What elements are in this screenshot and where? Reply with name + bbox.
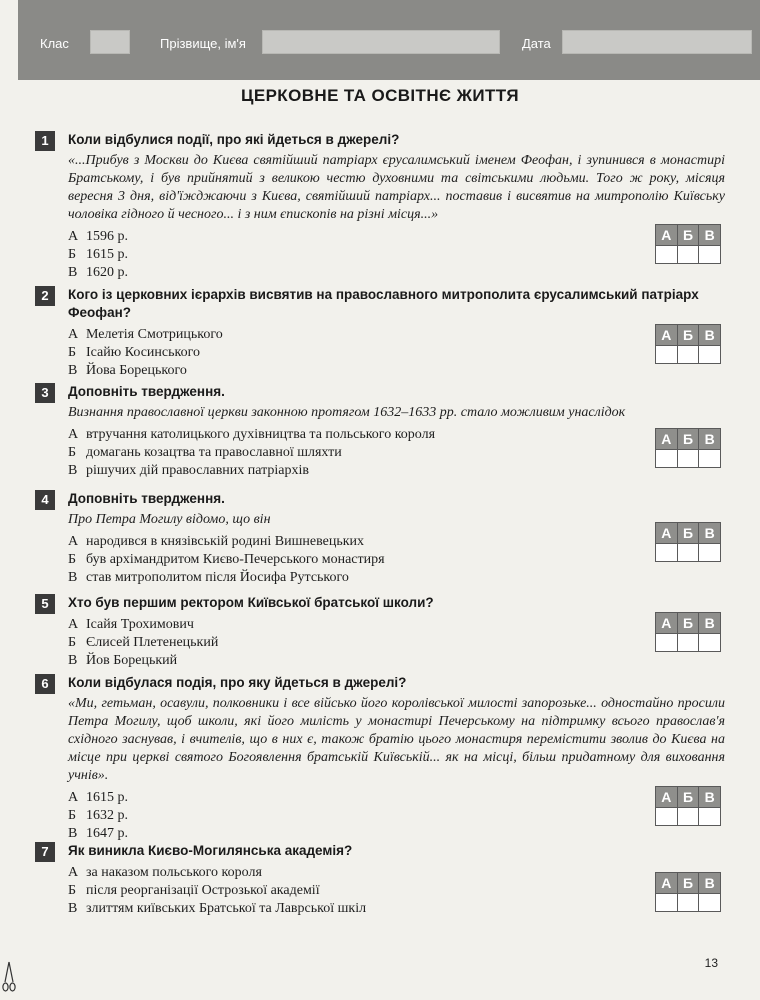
question-number: 4 (35, 490, 55, 510)
answer-box-a[interactable] (656, 634, 678, 651)
option-c: В рішучих дій православних патріархів (68, 463, 310, 478)
class-label: Клас (40, 36, 69, 51)
question-7 (35, 842, 725, 918)
option-c: В 1647 р. (68, 826, 128, 841)
answer-box-a[interactable] (656, 346, 678, 363)
name-label: Прізвище, ім'я (160, 36, 246, 51)
answer-grid: А Б В (655, 428, 721, 468)
option-c: В 1620 р. (68, 265, 128, 280)
option-b: Б 1632 р. (68, 808, 128, 823)
question-1 (35, 131, 725, 282)
option-c: В злиттям київських Братської та Лаврської шкіл (68, 901, 367, 916)
question-number: 1 (35, 131, 55, 151)
answer-options (68, 228, 608, 282)
question-text: Доповніть твердження. (68, 491, 225, 506)
option-c: В став митрополитом після Йосифа Рутського (68, 570, 349, 585)
answer-box-b[interactable] (678, 808, 700, 825)
answer-box-c[interactable] (699, 808, 720, 825)
question-number: 3 (35, 383, 55, 403)
answer-grid: А Б В (655, 324, 721, 364)
statement-stem: Про Петра Могилу відомо, що він (68, 512, 271, 527)
question-number: 7 (35, 842, 55, 862)
option-a: А Мелетія Смотрицького (68, 327, 223, 342)
answer-box-c[interactable] (699, 544, 720, 561)
option-b: Б домагань козацтва та православної шляхти (68, 445, 342, 460)
date-field[interactable] (562, 30, 752, 54)
question-number: 5 (35, 594, 55, 614)
question-6 (35, 674, 725, 843)
answer-box-a[interactable] (656, 544, 678, 561)
answer-options (68, 789, 608, 843)
question-text: Доповніть твердження. (68, 384, 225, 399)
answer-box-c[interactable] (699, 346, 720, 363)
question-text: Коли відбулася подія, про яку йдеться в джерелі? (68, 675, 407, 690)
answer-box-a[interactable] (656, 808, 678, 825)
question-text: Коли відбулися події, про які йдеться в джерелі? (68, 132, 400, 147)
option-a: А 1615 р. (68, 790, 128, 805)
question-4 (35, 490, 725, 587)
answer-box-c[interactable] (699, 450, 720, 467)
answer-box-b[interactable] (678, 450, 700, 467)
question-text: Хто був першим ректором Київської братської школи? (68, 595, 434, 610)
option-b: Б після реорганізації Острозької академії (68, 883, 320, 898)
question-number: 2 (35, 286, 55, 306)
question-2 (35, 286, 725, 380)
answer-box-b[interactable] (678, 346, 700, 363)
answer-grid: А Б В (655, 522, 721, 562)
option-a: А втручання католицького духівництва та польського короля (68, 427, 436, 442)
question-number: 6 (35, 674, 55, 694)
answer-box-a[interactable] (656, 894, 678, 911)
option-b: Б Ісайю Косинського (68, 345, 200, 360)
class-field[interactable] (90, 30, 130, 54)
page-number: 13 (704, 956, 718, 970)
question-5 (35, 594, 725, 670)
name-field[interactable] (262, 30, 500, 54)
answer-box-c[interactable] (699, 246, 720, 263)
option-a: А 1596 р. (68, 229, 128, 244)
option-b: Б 1615 р. (68, 247, 128, 262)
answer-box-b[interactable] (678, 634, 700, 651)
option-a: А народився в князівській родині Вишневецьких (68, 534, 364, 549)
answer-options (68, 426, 608, 480)
option-b: Б був архімандритом Києво-Печерського монастиря (68, 552, 385, 567)
answer-box-b[interactable] (678, 544, 700, 561)
question-text: Як виникла Києво-Могилянська академія? (68, 843, 353, 858)
source-quote: «...Прибув з Москви до Києва святійший патріарх єрусалимський іменем Феофан, і зупинився в монастирі Братському, і був прийнятий з великою честю духовними та світськими людьми. Того ж року, місяця вересня 3 дня, від'їжджаючи з Києва, святійший патріарх... поставив і висвятив на митрополію Київську чоловіка гідного й чесного... і з ним єпископів на різні місця...» (68, 153, 725, 222)
answer-box-a[interactable] (656, 450, 678, 467)
question-3 (35, 383, 725, 480)
option-c: В Йова Борецького (68, 363, 187, 378)
scissors-icon (2, 960, 16, 994)
page-title: ЦЕРКОВНЕ ТА ОСВІТНЄ ЖИТТЯ (241, 86, 519, 105)
answer-options (68, 616, 608, 670)
answer-box-a[interactable] (656, 246, 678, 263)
answer-options (68, 533, 608, 587)
answer-grid: А Б В (655, 224, 721, 264)
answer-grid: А Б В (655, 872, 721, 912)
option-b: Б Єлисей Плетенецький (68, 635, 219, 650)
question-text: Кого із церковних ієрархів висвятив на православного митрополита єрусалимський патріарх Феофан? (68, 287, 699, 320)
answer-box-b[interactable] (678, 246, 700, 263)
answer-grid: А Б В (655, 786, 721, 826)
answer-grid: А Б В (655, 612, 721, 652)
option-a: А за наказом польського короля (68, 865, 262, 880)
answer-box-c[interactable] (699, 894, 720, 911)
option-c: В Йов Борецький (68, 653, 178, 668)
date-label: Дата (522, 36, 551, 51)
answer-options (68, 864, 608, 918)
answer-box-b[interactable] (678, 894, 700, 911)
source-quote: «Ми, гетьман, осавули, полковники і все військо його королівської милості запорозьке... одностайно просили Петра Могилу, щоб школи, які його милість у монастирі Печерському на підтримку всього православ'я східного заснував, і вчителів, що в них є, також братію цього монастиря перемістити зволив до Києва на місце при церкві святого Богоявлення братській Київській... як на місці, більш придатному для виховання учнів». (68, 696, 725, 783)
answer-options (68, 326, 608, 380)
answer-box-c[interactable] (699, 634, 720, 651)
statement-stem: Визнання православної церкви законною протягом 1632–1633 рр. стало можливим унаслідок (68, 405, 626, 420)
option-a: А Ісайя Трохимович (68, 617, 194, 632)
student-info-header (18, 0, 760, 80)
